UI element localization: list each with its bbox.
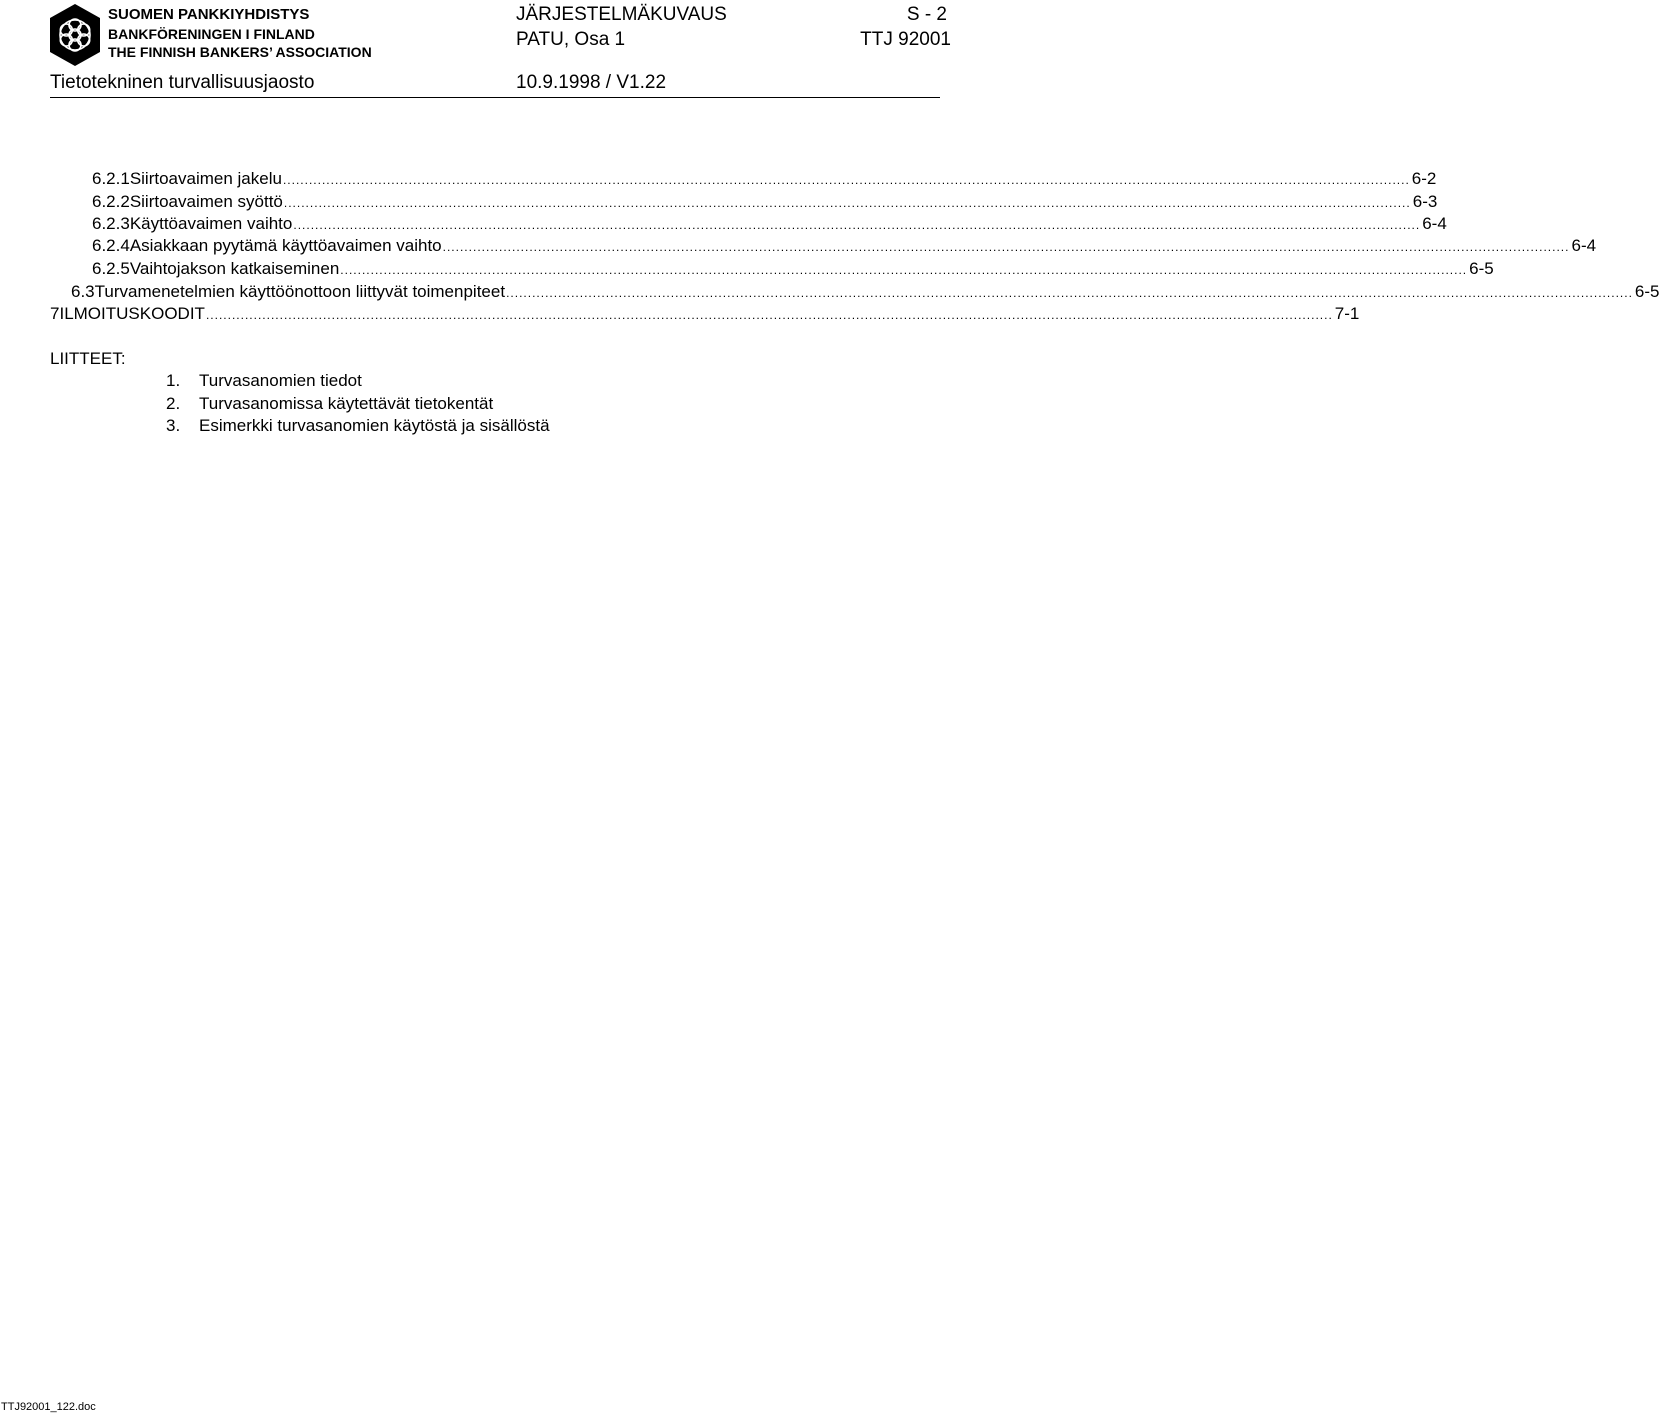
document-type: JÄRJESTELMÄKUVAUS [516,4,727,25]
org-name-swedish: BANKFÖRENINGEN I FINLAND [108,26,315,42]
appendix-item [166,415,550,437]
toc-title: Siirtoavaimen syöttö [129,192,283,211]
appendix-item [166,393,493,415]
toc-entry[interactable] [92,213,1447,235]
appendix-number: 1. [166,371,181,390]
appendix-item [166,370,362,392]
org-name-english: THE FINNISH BANKERS’ ASSOCIATION [108,44,372,60]
toc-page: 6-4 [1571,236,1597,255]
toc-number: 6.2.1 [92,169,130,188]
toc-leader: .................................................................................................................................................................................................................................................................... [442,240,1570,254]
toc-page: 6-3 [1412,192,1438,211]
toc-page: 6-2 [1411,169,1437,188]
header-divider [50,97,940,98]
toc-leader: .................................................................................................................................................................................................................................................................... [205,308,1333,322]
toc-entry[interactable] [92,235,1597,257]
toc-entry[interactable] [92,191,1438,213]
toc-number: 7 [50,304,60,323]
appendix-title: Turvasanomien tiedot [199,371,362,390]
toc-number: 6.2.3 [92,214,130,233]
toc-leader: .................................................................................................................................................................................................................................................................... [283,196,1411,210]
toc-number: 6.3 [71,282,95,301]
appendix-heading: LIITTEET: [50,349,126,368]
toc-title: Turvamenetelmien käyttöönottoon liittyvät toimenpiteet [94,282,506,301]
toc-entry[interactable] [92,258,1494,280]
toc-number: 6.2.2 [92,192,130,211]
toc-page: 6-5 [1469,259,1494,278]
appendix-number: 2. [166,394,181,413]
toc-page: 6-5 [1634,282,1659,301]
association-logo [50,4,100,66]
appendix-number: 3. [166,416,181,435]
document-part: PATU, Osa 1 [516,29,626,50]
footer-filename: TTJ92001_122.doc [1,1401,96,1413]
toc-leader: .................................................................................................................................................................................................................................................................... [506,286,1633,300]
toc-entry[interactable] [50,303,1360,325]
toc-title: Asiakkaan pyytämä käyttöavaimen vaihto [129,236,442,255]
toc-number: 6.2.4 [92,236,130,255]
toc-title: Siirtoavaimen jakelu [129,169,282,188]
toc-entry[interactable] [92,168,1437,190]
toc-number: 6.2.5 [92,259,130,278]
toc-leader: .................................................................................................................................................................................................................................................................... [340,263,1468,277]
toc-page: 6-4 [1422,214,1447,233]
org-name-finnish: SUOMEN PANKKIYHDISTYS [108,6,310,23]
toc-leader: .................................................................................................................................................................................................................................................................... [282,173,1410,187]
toc-entry[interactable] [71,281,1659,303]
date-version: 10.9.1998 / V1.22 [516,72,667,93]
appendix-title: Esimerkki turvasanomien käytöstä ja sisällöstä [199,416,550,435]
toc-title: Vaihtojakson katkaiseminen [129,259,340,278]
document-code: TTJ 92001 [860,29,951,50]
toc-title: ILMOITUSKOODIT [59,304,205,323]
page-number: S - 2 [906,4,947,25]
toc-title: Käyttöavaimen vaihto [129,214,293,233]
appendix-title: Turvasanomissa käytettävät tietokentät [199,394,494,413]
toc-page: 7-1 [1334,304,1360,323]
section-name: Tietotekninen turvallisuusjaosto [50,72,315,93]
toc-leader: .................................................................................................................................................................................................................................................................... [293,218,1421,232]
